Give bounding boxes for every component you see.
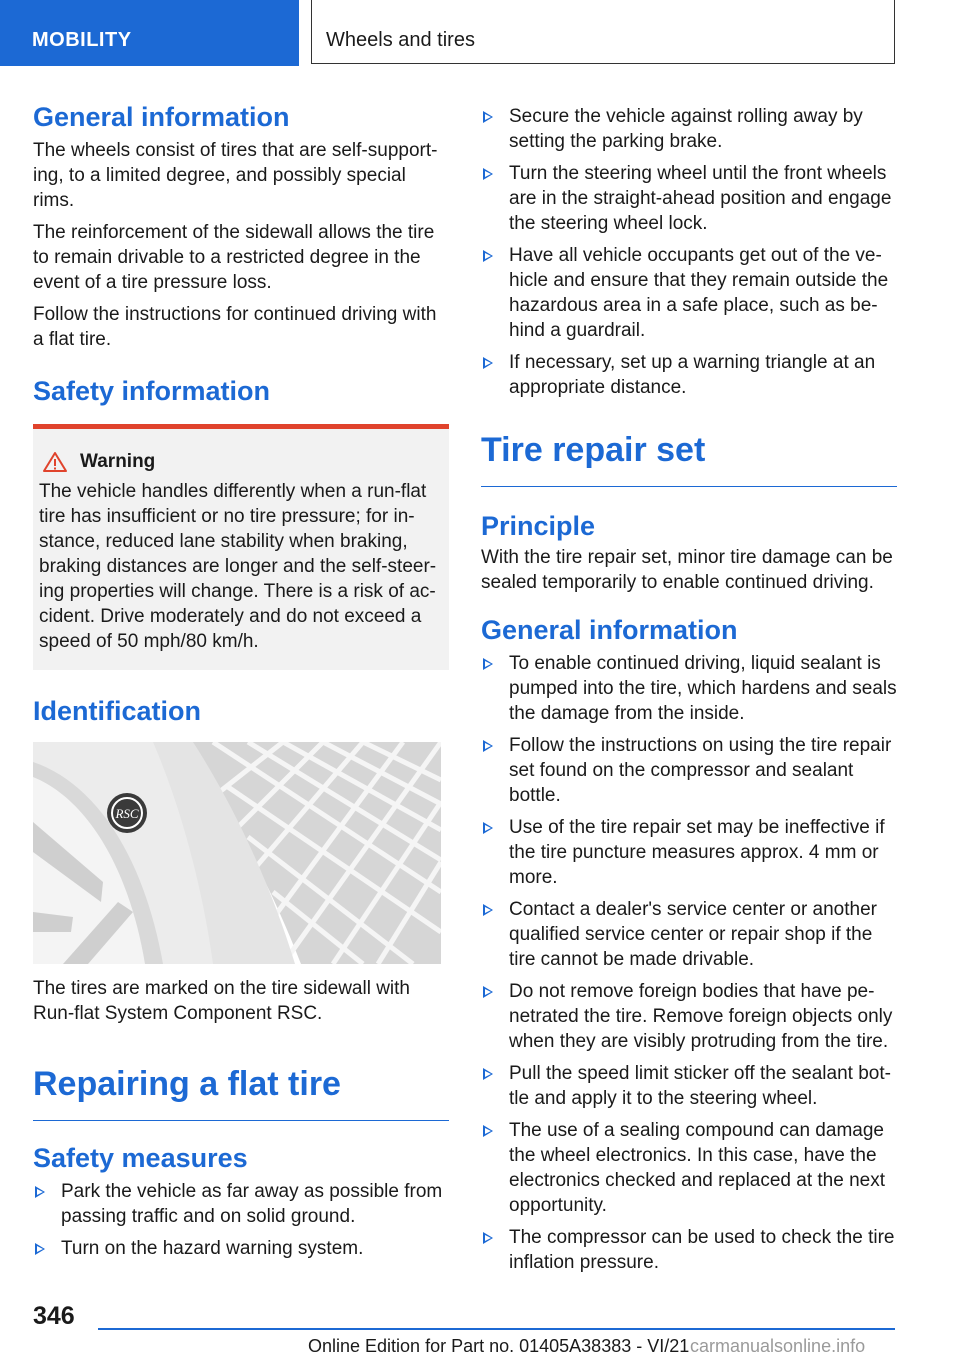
list-item: Turn the steering wheel until the front wheels are in the straight-ahead position and engage the steering wheel lock. xyxy=(481,161,897,236)
footer-edition: Online Edition for Part no. 01405A38383 - VI/21 xyxy=(308,1336,690,1356)
list-item: The use of a sealing compound can damage the wheel electronics. In this case, have the electronics checked and replaced at the next opportunity. xyxy=(481,1118,897,1218)
triangle-bullet-icon xyxy=(483,168,493,180)
general-info-p1: The wheels consist of tires that are self-support‐ing, to a limited degree, and possibly special rims. xyxy=(33,140,438,211)
triangle-bullet-icon xyxy=(483,357,493,369)
list-item: Have all vehicle occupants get out of the ve‐hicle and ensure that they remain outside the hazardous area in a safe place, such as be‐hind a guardrail. xyxy=(481,243,897,343)
general-info-heading-2: General information xyxy=(481,615,738,645)
general-info-p3: Follow the instructions for continued driving with a flat tire. xyxy=(33,304,437,350)
safety-measures-list-continued xyxy=(481,104,897,400)
list-item: Park the vehicle as far away as possible from passing traffic and on solid ground. xyxy=(33,1179,449,1229)
list-item: Follow the instructions on using the tire repair set found on the compressor and sealant bottle. xyxy=(481,733,897,808)
identification-heading: Identification xyxy=(33,696,201,726)
rsc-tire-illustration xyxy=(33,742,441,964)
list-item: The compressor can be used to check the tire inflation pressure. xyxy=(481,1225,897,1275)
safety-measures-heading: Safety measures xyxy=(33,1143,248,1173)
tire-repair-set-heading: Tire repair set xyxy=(481,428,897,487)
page-number: 346 xyxy=(33,1302,75,1330)
triangle-bullet-icon xyxy=(35,1186,45,1198)
triangle-bullet-icon xyxy=(483,1232,493,1244)
list-item: Secure the vehicle against rolling away by setting the parking brake. xyxy=(481,104,897,154)
footer-watermark: carmanualsonline.info xyxy=(690,1336,866,1356)
triangle-bullet-icon xyxy=(483,740,493,752)
list-item: Use of the tire repair set may be ineffective if the tire puncture measures approx. 4 mm or more. xyxy=(481,815,897,890)
triangle-bullet-icon xyxy=(483,658,493,670)
header-section-tab xyxy=(0,0,299,66)
header-chapter-label: Wheels and tires xyxy=(326,29,475,51)
warning-box xyxy=(33,424,449,670)
triangle-bullet-icon xyxy=(483,822,493,834)
list-item: Contact a dealer's service center or another qualified service center or repair shop if the tire cannot be made drivable. xyxy=(481,897,897,972)
left-column xyxy=(33,100,449,1268)
triangle-bullet-icon xyxy=(483,1068,493,1080)
list-item: Pull the speed limit sticker off the sealant bot‐tle and apply it to the steering wheel. xyxy=(481,1061,897,1111)
principle-heading: Principle xyxy=(481,511,596,541)
list-item: Do not remove foreign bodies that have pe‐netrated the tire. Remove foreign objects only when they are visibly protruding from the tire. xyxy=(481,979,897,1054)
general-info-heading: General information xyxy=(33,102,290,132)
list-item: To enable continued driving, liquid sealant is pumped into the tire, which hardens and seals the damage from the inside. xyxy=(481,651,897,726)
right-column xyxy=(481,104,897,1282)
triangle-bullet-icon xyxy=(483,986,493,998)
footer-divider xyxy=(98,1328,895,1330)
triangle-bullet-icon xyxy=(483,250,493,262)
warning-title xyxy=(39,451,443,473)
general-info-p2: The reinforcement of the sidewall allows the tire to remain drivable to a restricted degree in the event of a tire pressure loss. xyxy=(33,222,435,293)
safety-measures-list xyxy=(33,1179,449,1261)
header-section-label: MOBILITY xyxy=(32,29,132,51)
svg-text:RSC: RSC xyxy=(115,806,139,821)
repairing-flat-tire-heading: Repairing a flat tire xyxy=(33,1062,449,1121)
triangle-bullet-icon xyxy=(483,1125,493,1137)
triangle-bullet-icon xyxy=(483,904,493,916)
principle-text: With the tire repair set, minor tire damage can be sealed temporarily to enable continued driving. xyxy=(481,547,893,593)
triangle-bullet-icon xyxy=(35,1243,45,1255)
safety-info-heading: Safety information xyxy=(33,376,271,406)
header-chapter-box xyxy=(311,0,895,64)
warning-title-label: Warning xyxy=(80,451,156,472)
list-item: If necessary, set up a warning triangle at an appropriate distance. xyxy=(481,350,897,400)
warning-triangle-icon xyxy=(42,451,68,473)
repair-set-info-list xyxy=(481,651,897,1275)
rsc-logo xyxy=(107,793,147,833)
list-item: Turn on the hazard warning system. xyxy=(33,1236,449,1261)
identification-caption: The tires are marked on the tire sidewall with Run-flat System Component RSC. xyxy=(33,978,410,1024)
triangle-bullet-icon xyxy=(483,111,493,123)
warning-text: The vehicle handles differently when a run-flat tire has insufficient or no tire pressure; for in‐stance, reduced lane stability when braking, braking distances are longer and the self-steer‐ing properties will change. There is a risk of ac‐cident. Drive moderately and do not exceed a speed of 50 mph/80 km/h. xyxy=(39,481,437,652)
